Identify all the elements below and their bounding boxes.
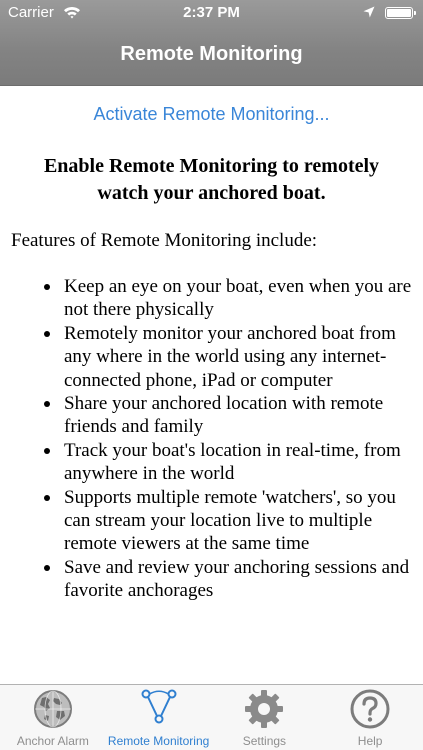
- carrier-label: Carrier: [8, 4, 54, 21]
- header: [0, 0, 423, 86]
- list-item: Keep an eye on your boat, even when you are not there physically: [44, 275, 418, 322]
- question-mark-icon: [348, 689, 392, 729]
- features-intro: Features of Remote Monitoring include:: [11, 230, 318, 251]
- tab-anchor-alarm[interactable]: [0, 685, 106, 750]
- tab-label: Remote Monitoring: [107, 734, 210, 748]
- list-item: Share your anchored location with remote friends and family: [44, 392, 418, 439]
- tab-label: Settings: [242, 734, 287, 748]
- status-bar: [0, 0, 423, 28]
- description-heading: Enable Remote Monitoring to remotely watch your anchored boat.: [43, 155, 380, 204]
- tab-label: Anchor Alarm: [16, 734, 89, 748]
- battery-icon: [385, 7, 413, 19]
- clock: 2:37 PM: [183, 4, 240, 21]
- tab-bar: [0, 684, 423, 750]
- main-content: [0, 87, 423, 684]
- location-arrow-icon: [363, 6, 375, 18]
- list-item: Supports multiple remote 'watchers', so you can stream your location live to multiple remote viewers at the same time: [44, 486, 418, 556]
- globe-icon: [31, 689, 75, 729]
- features-list: [44, 275, 418, 603]
- activate-remote-monitoring-link[interactable]: Activate Remote Monitoring...: [93, 104, 330, 124]
- tab-settings[interactable]: [212, 685, 318, 750]
- tab-remote-monitoring[interactable]: [106, 685, 212, 750]
- list-item: Track your boat's location in real-time, from anywhere in the world: [44, 439, 418, 486]
- remote-monitoring-icon: [137, 689, 181, 729]
- tab-label: Help: [357, 734, 383, 748]
- tab-help[interactable]: [317, 685, 423, 750]
- list-item: Remotely monitor your anchored boat from any where in the world using any internet-connected phone, iPad or computer: [44, 322, 418, 392]
- page-title: Remote Monitoring: [120, 43, 303, 65]
- list-item: Save and review your anchoring sessions and favorite anchorages: [44, 556, 418, 603]
- gear-icon: [242, 689, 286, 729]
